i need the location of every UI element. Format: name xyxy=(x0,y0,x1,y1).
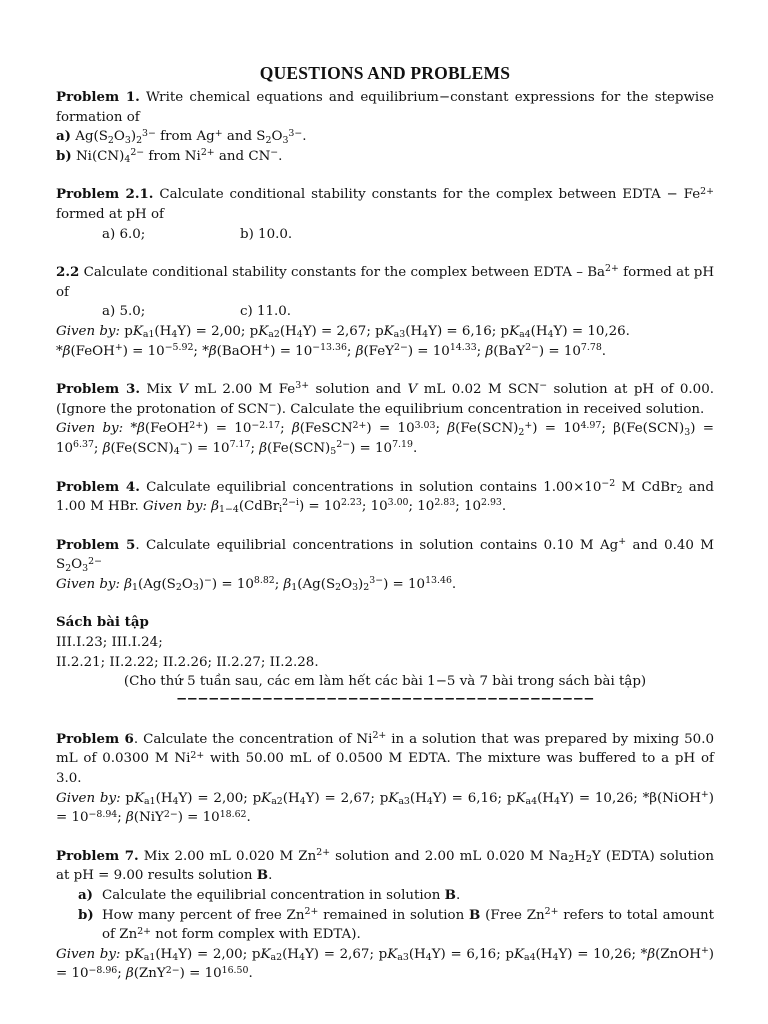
problem-1-b: b) $Ni(CN)_4^{2-}$ from $Ni^{2+}$ and CN−. xyxy=(56,147,283,166)
problem-1-label: Problem 1. xyxy=(56,89,140,105)
problem-2-2-label: 2.2 xyxy=(56,264,80,281)
problem-7: Problem 7. Mix 2.00 mL 0.020 M $Zn^{2+}$ solution and 2.00 mL 0.020 M $Na_2H_2Y$ (EDTA) solution at pH = 9.00 results solution B. xyxy=(56,847,714,884)
exercises-heading: Sách bài tập xyxy=(56,614,149,631)
problem-4-label: Problem 4. xyxy=(56,478,140,495)
problem-7-parts xyxy=(56,886,714,945)
problem-1-text: Write chemical equations and equilibrium−constant expressions for the stepwise formation of xyxy=(56,90,714,125)
problem-2-constants: *β(FeOH+) = $10^{-5.92}$; *β(BaOH+) = $10^{-13.36}$; $\beta(FeY^{2-}) = 10^{14.33}$; $\beta(BaY^{2-}) = 10^{7.78}$. xyxy=(56,341,607,359)
problem-3-given: Given by: *β(FeOH$^{2+}$) = $10^{-2.17}$; β(FeSCN$^{2+}$) = $10^{3.03}$; $\beta(Fe(SCN)_2^+) = 10^{4.97}$; $\beta(Fe(SCN)_3) = 10^{6.37}$; $\beta(Fe(SCN)_4^-) = 10^{7.17}$; $\beta(Fe(SCN)_5^{2-}) = 10^{7.19}$. xyxy=(56,419,714,458)
exercises-line-1: III.I.23; III.I.24; xyxy=(56,635,163,651)
page-title: QUESTIONS AND PROBLEMS xyxy=(259,63,511,83)
problem-5-label: Problem 5 xyxy=(56,536,136,553)
document-page xyxy=(56,62,714,984)
problem-5: Problem 5. Calculate equilibrial concentrations in solution contains 0.10 M Ag+ and 0.40 M $S_2O_3^{2-}$ xyxy=(56,536,714,574)
problem-2-1-options: a) 6.0; b) 10.0. xyxy=(102,226,293,242)
problem-7-part-b: b) How many percent of free $Zn^{2+}$ remained in solution B (Free $Zn^{2+}$ refers to total amount of $Zn^{2+}$ not form complex with EDTA). xyxy=(78,905,714,943)
problem-1-a: a) $Ag(S_2O_3)_2^{3-}$ from Ag+ and $S_2O_3^{3-}$. xyxy=(56,127,307,146)
problem-4: Problem 4. Calculate equilibrial concentrations in solution contains $1.00\times 10^{-2}$ M CdBr$_2$ and 1.00 M HBr. Given by: $\beta_{1-4}(CdBr_i^{2-i}) = 10^{2.23}$; $10^{3.00}$; $10^{2.83}$; $10^{2.93}$. xyxy=(56,477,714,516)
exercises-line-2: II.2.21; II.2.22; II.2.26; II.2.27; II.2.28. xyxy=(56,654,319,670)
problem-6-given: Given by: $pK_{a1}(H_4Y) = 2,00$; $pK_{a2}(H_4Y) = 2,67$; $pK_{a3}(H_4Y) = 6,16$; $pK_{a4}(H_4Y) = 10,26$; *β(NiOH+) = $10^{-8.94}$; $\beta(NiY^{2-}) = 10^{18.62}$. xyxy=(56,788,714,826)
problem-2-2: 2.2 Calculate conditional stability constants for the complex between EDTA – $Ba^{2+}$ formed at pH of xyxy=(56,263,714,300)
problem-7-label: Problem 7. xyxy=(56,847,139,864)
problem-5-given: Given by: $\beta_1(Ag(S_2O_3)^-) = 10^{8.82}$; $\beta_1(Ag(S_2O_3)_2^{3-}) = 10^{13.46}$. xyxy=(56,575,457,594)
exercises-note: (Cho thứ 5 tuần sau, các em làm hết các bài 1−5 và 7 bài trong sách bài tập) xyxy=(123,674,647,690)
problem-3-label: Problem 3. xyxy=(56,381,140,398)
problem-2-given: Given by: $pK_{a1}(H_4Y) = 2,00$; $pK_{a2}(H_4Y) = 2,67$; $pK_{a3}(H_4Y) = 6,16$; $pK_{a4}(H_4Y) = 10,26$. xyxy=(56,323,630,341)
problem-2-2-options: a) 5.0; c) 11.0. xyxy=(102,304,292,320)
problem-6: Problem 6. Calculate the concentration of $Ni^{2+}$ in a solution that was prepared by mixing 50.0 mL of 0.0300 M $Ni^{2+}$ with 50.00 mL of 0.0500 M EDTA. The mixture was buffered to a pH of 3.0. xyxy=(56,730,714,787)
section-separator: −−−−−−−−−−−−−−−−−−−−−−−−−−−−−−−−−−−−−−− xyxy=(175,690,595,707)
problem-2-1: Problem 2.1. Calculate conditional stability constants for the complex between EDTA − $Fe^{2+}$ formed at pH of xyxy=(56,185,714,222)
problem-1 xyxy=(56,88,714,127)
problem-7-part-a: a) Calculate the equilibrial concentration in solution B. xyxy=(78,887,461,903)
problem-7-given: Given by: $pK_{a1}(H_4Y) = 2,00$; $pK_{a2}(H_4Y) = 2,67$; $pK_{a3}(H_4Y) = 6,16$; $pK_{a4}(H_4Y) = 10,26$; *β(ZnOH+) = $10^{-8.96}$; $\beta(ZnY^{2-}) = 10^{16.50}$. xyxy=(56,945,715,982)
problem-3: Problem 3. Mix V mL 2.00 M $Fe^{3+}$ solution and V mL 0.02 M SCN− solution at pH of 0.00. (Ignore the protonation of SCN−). Calculate the equilibrium concentration in received solution. xyxy=(56,380,714,417)
problem-2-1-label: Problem 2.1. xyxy=(56,186,154,203)
problem-6-label: Problem 6 xyxy=(56,730,134,747)
